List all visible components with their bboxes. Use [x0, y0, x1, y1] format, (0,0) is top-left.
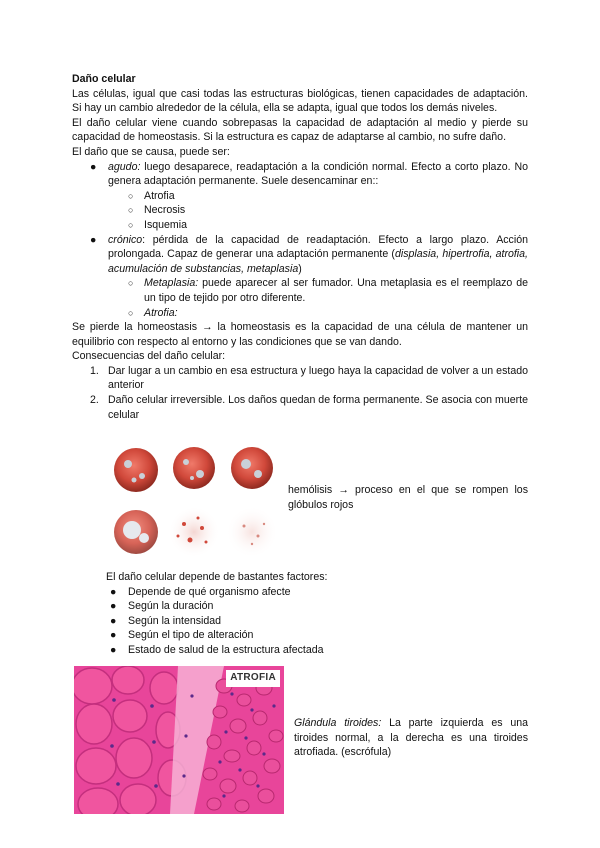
tissue-illustration: [74, 666, 284, 814]
sub-item-atrofia: ○ Atrofia:: [128, 306, 178, 319]
intact-cell-3: [231, 447, 273, 489]
document-body: [72, 72, 528, 422]
list-item: ● Estado de salud de la estructura afectada: [110, 643, 324, 656]
hemolysis-figure: [106, 444, 282, 562]
cronico-term: crónico: [108, 233, 143, 246]
glandula-caption: [294, 716, 528, 760]
bullet-icon: ●: [110, 585, 117, 598]
sub-item: ○ Necrosis: [128, 204, 186, 217]
intro-paragraph: Las células, igual que casi todas las estructuras biológicas, tienen capacidades de adaptación. Si hay un cambio alrededor de la célula, ella se adapta, igual que todos los demás niveles.: [72, 87, 528, 115]
bullet-icon: ●: [110, 600, 117, 613]
intact-cell-2: [173, 447, 215, 489]
bullet-icon: ●: [110, 614, 117, 627]
lysing-cell-2: [170, 508, 218, 556]
bullet-icon: ●: [110, 643, 117, 656]
agudo-text: luego desaparece, readaptación a la condición normal. Efecto a corto plazo. No genera adaptación permanente. Suele desencaminar en::: [108, 160, 528, 188]
sub-item-metaplasia: ○ Metaplasia: puede aparecer al ser fumador. Una metaplasia es el reemplazo de un tipo de tejido por otro diferente.: [128, 277, 528, 304]
factors-section: [106, 570, 526, 658]
sub-item: ○ Atrofia: [128, 189, 175, 202]
sub-item: ○ Isquemia: [128, 218, 187, 231]
circle-bullet-icon: ○: [128, 219, 134, 230]
circle-bullet-icon: ○: [128, 205, 134, 216]
factors-list: [106, 585, 526, 658]
types-list: [72, 160, 528, 321]
page-title: Daño celular: [72, 73, 136, 85]
circle-bullet-icon: ○: [128, 190, 134, 201]
list-item: ● Según el tipo de alteración: [110, 629, 254, 642]
numbered-item: 1. Dar lugar a un cambio en esa estructura y luego haya la capacidad de volver a un estado anterior: [90, 364, 528, 392]
atrophy-histology-image: [74, 666, 284, 814]
definition-paragraph: El daño celular viene cuando sobrepasas la capacidad de adaptación al medio y pierde su capacidad de homeostasis. Si la estructura es capaz de adaptarse al cambio, no sufre daño.: [72, 116, 528, 144]
glandula-text: La parte izquierda es una tiroides normal, a la derecha es una tiroides atrofiada. (escrófula): [294, 717, 528, 759]
bullet-icon: ●: [90, 233, 97, 246]
numbered-item: 2. Daño celular irreversible. Los daños quedan de forma permanente. Se asocia con muerte celular: [90, 394, 528, 421]
bullet-icon: ●: [110, 629, 117, 642]
lysed-cell-3: [228, 508, 276, 556]
list-item: ● Depende de qué organismo afecte: [110, 585, 291, 598]
list-item-agudo: [72, 160, 528, 233]
consecuencias-list: [72, 364, 528, 422]
lysing-cell-1: [114, 510, 158, 554]
agudo-term: agudo:: [108, 160, 141, 173]
hemolysis-caption: hemólisis → proceso en el que se rompen los glóbulos rojos: [288, 484, 528, 511]
atrophy-label: ATROFIA: [226, 670, 280, 687]
homeostasis-paragraph: Se pierde la homeostasis → la homeostasis es la capacidad de una célula de mantener un equilibrio con respecto al entorno y las condiciones que se van dando.: [72, 321, 528, 348]
list-item-cronico: ● crónico: pérdida de la capacidad de readaptación. Efecto a largo plazo. Acción prolongada. Capaz de generar una adaptación permanente (displasia, hipertrofia, atrofia, acumulación de substancias, metaplasia) ○ Metaplasia: puede aparecer al ser fumador. Una metaplasia es el reemplazo de un tipo de tejido por otro diferente. ○ Atrofia:: [72, 233, 528, 321]
types-intro: El daño que se causa, puede ser:: [72, 145, 230, 158]
glandula-term: Glándula tiroides:: [294, 717, 382, 729]
circle-bullet-icon: ○: [128, 307, 134, 318]
consecuencias-title: Consecuencias del daño celular:: [72, 350, 226, 363]
factors-title: El daño celular depende de bastantes factores:: [106, 571, 328, 583]
circle-bullet-icon: ○: [128, 278, 134, 289]
list-item: ● Según la intensidad: [110, 614, 222, 627]
list-item: ● Según la duración: [110, 600, 214, 613]
bullet-icon: ●: [90, 160, 97, 173]
intact-cell-1: [114, 448, 158, 492]
